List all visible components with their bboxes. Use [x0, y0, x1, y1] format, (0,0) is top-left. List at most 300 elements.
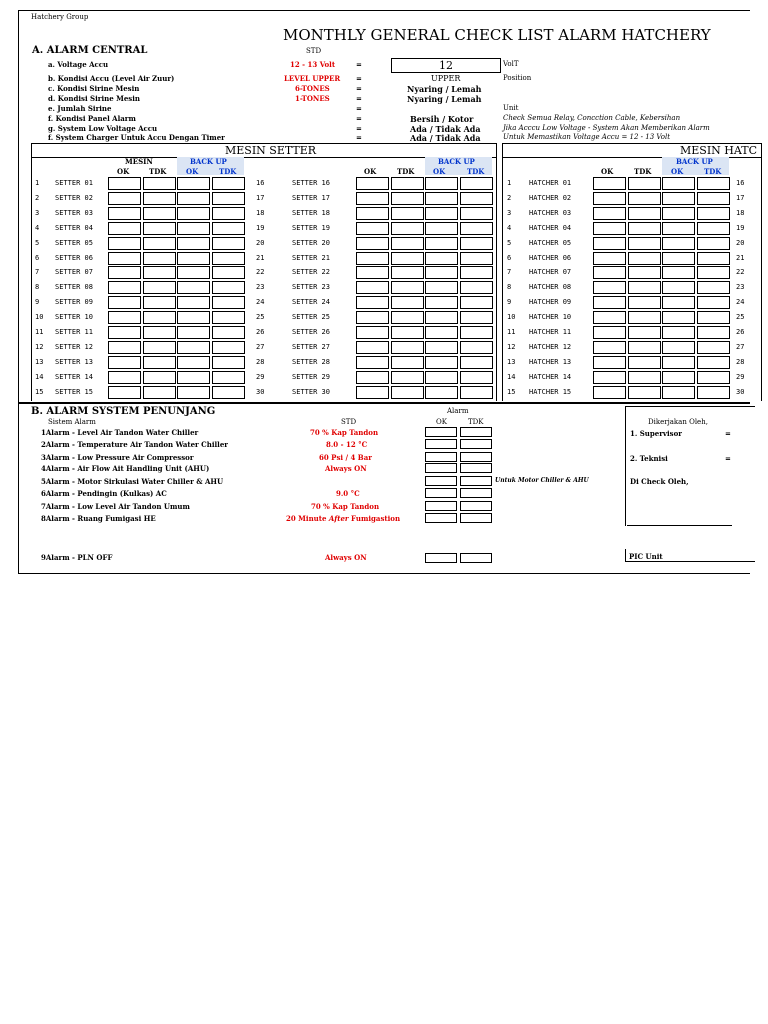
hatcher-number-right: 19 [736, 224, 745, 232]
hatcher-checkbox[interactable] [662, 386, 695, 399]
setter-checkbox[interactable] [143, 222, 176, 235]
setter-checkbox[interactable] [460, 356, 493, 369]
section-b-ok-checkbox[interactable] [425, 488, 457, 498]
setter-number: 8 [35, 283, 40, 291]
hatcher-checkbox[interactable] [593, 326, 626, 339]
hatcher-checkbox[interactable] [697, 177, 730, 190]
setter-ok-header: OK [117, 167, 130, 176]
setter-checkbox[interactable] [108, 281, 141, 294]
hatcher-checkbox[interactable] [662, 356, 695, 369]
setter-checkbox[interactable] [177, 252, 210, 265]
setter-checkbox[interactable] [108, 371, 141, 384]
setter-checkbox[interactable] [212, 296, 245, 309]
hatcher-checkbox[interactable] [697, 371, 730, 384]
hatcher-checkbox[interactable] [628, 326, 661, 339]
setter-checkbox[interactable] [425, 326, 458, 339]
section-b-tdk-checkbox[interactable] [460, 501, 492, 511]
hatcher-checkbox[interactable] [662, 252, 695, 265]
hatcher-number-right: 28 [736, 358, 745, 366]
setter-checkbox[interactable] [460, 341, 493, 354]
setter-checkbox[interactable] [460, 296, 493, 309]
section-b-row-label [41, 464, 209, 473]
setter-checkbox[interactable] [356, 356, 389, 369]
setter-number: 10 [35, 313, 44, 321]
section-a-note: Position [503, 74, 532, 82]
section-b-row-number: 8 [41, 514, 46, 523]
setter-checkbox[interactable] [356, 266, 389, 279]
setter-checkbox[interactable] [143, 177, 176, 190]
setter-number: 1 [35, 179, 40, 187]
pln-std: Always ON [325, 553, 367, 562]
setter-checkbox[interactable] [425, 252, 458, 265]
setter-checkbox[interactable] [143, 281, 176, 294]
hatcher-checkbox[interactable] [628, 207, 661, 220]
setter-checkbox[interactable] [460, 237, 493, 250]
setter-checkbox[interactable] [177, 192, 210, 205]
pln-ok-checkbox[interactable] [425, 553, 457, 563]
setter-checkbox[interactable] [108, 192, 141, 205]
section-a-std: 1-TONES [295, 94, 330, 103]
hatcher-name: HATCHER 10 [529, 313, 572, 321]
setter-checkbox[interactable] [460, 386, 493, 399]
hatcher-number-right: 17 [736, 194, 745, 202]
section-a-value: Ada / Tidak Ada [410, 133, 481, 143]
setter-checkbox[interactable] [391, 177, 424, 190]
setter2-backup-ok-header: OK [433, 167, 446, 176]
hatcher-name: HATCHER 15 [529, 388, 572, 396]
setter-checkbox[interactable] [391, 356, 424, 369]
section-b-sistem-label: Sistem Alarm [48, 418, 96, 426]
hatcher-checkbox[interactable] [697, 296, 730, 309]
setter-number: 17 [256, 194, 265, 202]
setter-checkbox[interactable] [425, 386, 458, 399]
section-b-tdk-checkbox[interactable] [460, 452, 492, 462]
setter-checkbox[interactable] [391, 341, 424, 354]
section-b-row-label [41, 489, 167, 498]
setter-name: SETTER 04 [55, 224, 93, 232]
section-b-ok-checkbox[interactable] [425, 452, 457, 462]
setter-backup-header: BACK UP [190, 157, 227, 166]
signoff-top-rule [625, 406, 755, 407]
hatcher-backup-header: BACK UP [676, 157, 713, 166]
hatcher-number-right: 16 [736, 179, 745, 187]
hatcher-checkbox[interactable] [662, 281, 695, 294]
setter-checkbox[interactable] [356, 281, 389, 294]
hatcher-checkbox[interactable] [593, 192, 626, 205]
setter-checkbox[interactable] [391, 386, 424, 399]
setter-number: 11 [35, 328, 44, 336]
setter-checkbox[interactable] [143, 207, 176, 220]
hatcher-checkbox[interactable] [697, 266, 730, 279]
setter-checkbox[interactable] [177, 266, 210, 279]
setter-number: 12 [35, 343, 44, 351]
hatcher-checkbox[interactable] [697, 341, 730, 354]
hatcher-checkbox[interactable] [593, 237, 626, 250]
section-b-tdk-checkbox[interactable] [460, 427, 492, 437]
hatcher-number: 6 [507, 254, 512, 262]
setter-checkbox[interactable] [425, 311, 458, 324]
section-a-eq: = [356, 74, 362, 83]
setter-checkbox[interactable] [425, 192, 458, 205]
section-a-eq: = [356, 104, 362, 113]
hatcher-checkbox[interactable] [593, 281, 626, 294]
hatcher-number: 12 [507, 343, 516, 351]
setter-checkbox[interactable] [108, 222, 141, 235]
setter-checkbox[interactable] [177, 237, 210, 250]
hatcher-number: 9 [507, 298, 512, 306]
setter-checkbox[interactable] [212, 207, 245, 220]
setter-name: SETTER 23 [292, 283, 330, 291]
section-a-label: b. Kondisi Accu (Level Air Zuur) [48, 74, 175, 83]
setter-checkbox[interactable] [108, 177, 141, 190]
setter-checkbox[interactable] [425, 222, 458, 235]
section-b-tdk-checkbox[interactable] [460, 513, 492, 523]
company-name: Hatchery Group [31, 13, 89, 21]
setter-checkbox[interactable] [391, 192, 424, 205]
hatcher-number: 14 [507, 373, 516, 381]
setter-checkbox[interactable] [391, 281, 424, 294]
setter-checkbox[interactable] [212, 386, 245, 399]
setter-number: 6 [35, 254, 40, 262]
setter-checkbox[interactable] [177, 177, 210, 190]
setter-checkbox[interactable] [425, 207, 458, 220]
setter-name: SETTER 11 [55, 328, 93, 336]
setter-number: 22 [256, 268, 265, 276]
section-b-ok-checkbox[interactable] [425, 501, 457, 511]
hatcher-checkbox[interactable] [697, 386, 730, 399]
section-a-value: Nyaring / Lemah [407, 84, 482, 94]
setter-checkbox[interactable] [212, 281, 245, 294]
setter-number: 18 [256, 209, 265, 217]
setter-checkbox[interactable] [143, 296, 176, 309]
setter-checkbox[interactable] [460, 326, 493, 339]
setter-checkbox[interactable] [108, 356, 141, 369]
setter-checkbox[interactable] [356, 237, 389, 250]
setter-checkbox[interactable] [177, 341, 210, 354]
setter-checkbox[interactable] [460, 192, 493, 205]
section-b-row-label [41, 440, 228, 449]
setter-name: SETTER 09 [55, 298, 93, 306]
setter-checkbox[interactable] [425, 177, 458, 190]
hatcher-checkbox[interactable] [628, 237, 661, 250]
setter-checkbox[interactable] [108, 237, 141, 250]
setter-name: SETTER 19 [292, 224, 330, 232]
section-b-ok-checkbox[interactable] [425, 513, 457, 523]
section-b-title: B. ALARM SYSTEM PENUNJANG [31, 406, 216, 417]
setter-checkbox[interactable] [108, 207, 141, 220]
hatcher-number-right: 23 [736, 283, 745, 291]
hatcher-checkbox[interactable] [662, 371, 695, 384]
setter-checkbox[interactable] [212, 311, 245, 324]
section-a-std: 12 - 13 Volt [290, 60, 336, 69]
hatcher-checkbox[interactable] [662, 296, 695, 309]
section-a-note: Unit [503, 104, 519, 112]
setter-checkbox[interactable] [177, 281, 210, 294]
hatcher-checkbox[interactable] [662, 192, 695, 205]
setter-checkbox[interactable] [391, 237, 424, 250]
hatcher-checkbox[interactable] [628, 177, 661, 190]
setter-checkbox[interactable] [108, 386, 141, 399]
setter-checkbox[interactable] [212, 252, 245, 265]
setter-checkbox[interactable] [143, 252, 176, 265]
setter-checkbox[interactable] [143, 326, 176, 339]
setter-checkbox[interactable] [391, 222, 424, 235]
hatcher-checkbox[interactable] [628, 192, 661, 205]
hatcher-name: HATCHER 05 [529, 239, 572, 247]
setter-checkbox[interactable] [425, 237, 458, 250]
hatcher-checkbox[interactable] [628, 252, 661, 265]
setter-checkbox[interactable] [425, 281, 458, 294]
hatcher-checkbox[interactable] [662, 222, 695, 235]
setter-checkbox[interactable] [143, 266, 176, 279]
setter-checkbox[interactable] [391, 207, 424, 220]
hatcher-checkbox[interactable] [662, 266, 695, 279]
hatcher-checkbox[interactable] [593, 222, 626, 235]
hatcher-checkbox[interactable] [697, 192, 730, 205]
hatcher-checkbox[interactable] [697, 281, 730, 294]
section-b-ok-checkbox[interactable] [425, 476, 457, 486]
section-a-label: f. Kondisi Panel Alarm [48, 114, 136, 123]
setter-checkbox[interactable] [391, 326, 424, 339]
section-a-label: a. Voltage Accu [48, 60, 109, 69]
hatcher-checkbox[interactable] [593, 311, 626, 324]
setter-number: 25 [256, 313, 265, 321]
setter-checkbox[interactable] [177, 296, 210, 309]
hatcher-number: 3 [507, 209, 512, 217]
section-b-row-label [41, 502, 190, 511]
setter-checkbox[interactable] [212, 237, 245, 250]
teknisi-label: 2. Teknisi [630, 454, 668, 463]
hatcher-checkbox[interactable] [697, 252, 730, 265]
section-b-row-std: 8.0 - 12 °C [326, 440, 368, 449]
setter-name: SETTER 18 [292, 209, 330, 217]
setter-checkbox[interactable] [212, 266, 245, 279]
setter-checkbox[interactable] [356, 311, 389, 324]
setter-checkbox[interactable] [391, 371, 424, 384]
section-a-note: Jika Acccu Low Voltage - System Akan Memberikan Alarm [503, 124, 710, 132]
setter-number: 24 [256, 298, 265, 306]
setter-checkbox[interactable] [460, 371, 493, 384]
setter-checkbox[interactable] [212, 192, 245, 205]
setter2-ok-header: OK [364, 167, 377, 176]
section-b-row-text: Alarm - Low Level Air Tandon Umum [45, 502, 190, 511]
setter-checkbox[interactable] [143, 371, 176, 384]
hatcher-checkbox[interactable] [593, 371, 626, 384]
hatcher-checkbox[interactable] [628, 386, 661, 399]
hatcher-checkbox[interactable] [662, 326, 695, 339]
hatcher-name: HATCHER 12 [529, 343, 572, 351]
setter-checkbox[interactable] [356, 192, 389, 205]
setter-number: 30 [256, 388, 265, 396]
setter-checkbox[interactable] [391, 266, 424, 279]
setter-checkbox[interactable] [425, 371, 458, 384]
setter-checkbox[interactable] [177, 371, 210, 384]
setter-checkbox[interactable] [356, 222, 389, 235]
setter-checkbox[interactable] [460, 222, 493, 235]
setter-checkbox[interactable] [356, 207, 389, 220]
setter-checkbox[interactable] [212, 341, 245, 354]
hatcher-name: HATCHER 11 [529, 328, 572, 336]
setter-checkbox[interactable] [108, 296, 141, 309]
setter-checkbox[interactable] [460, 207, 493, 220]
hatcher-checkbox[interactable] [628, 266, 661, 279]
setter-checkbox[interactable] [143, 237, 176, 250]
setter-name: SETTER 07 [55, 268, 93, 276]
setter-checkbox[interactable] [108, 311, 141, 324]
section-b-tdk-checkbox[interactable] [460, 488, 492, 498]
setter-checkbox[interactable] [425, 341, 458, 354]
section-b-row-text: Alarm - Ruang Fumigasi HE [45, 514, 156, 523]
setter-checkbox[interactable] [108, 266, 141, 279]
section-b-row-number: 6 [41, 489, 46, 498]
hatcher-checkbox[interactable] [628, 341, 661, 354]
setter-checkbox[interactable] [391, 311, 424, 324]
setter-checkbox[interactable] [460, 177, 493, 190]
section-b-ok-checkbox[interactable] [425, 463, 457, 473]
setter-checkbox[interactable] [356, 296, 389, 309]
setter-name: SETTER 17 [292, 194, 330, 202]
setter-checkbox[interactable] [177, 311, 210, 324]
section-b-tdk-checkbox[interactable] [460, 463, 492, 473]
voltage-value-box[interactable] [391, 58, 501, 73]
frame-bottom [18, 573, 750, 574]
signoff-left-rule [625, 406, 626, 526]
std-part-b: After [328, 514, 349, 523]
setter-checkbox[interactable] [391, 296, 424, 309]
hatcher-checkbox[interactable] [593, 356, 626, 369]
section-b-row-std: 70 % Kap Tandon [311, 502, 380, 511]
setter-checkbox[interactable] [212, 177, 245, 190]
hatcher-number: 10 [507, 313, 516, 321]
setter-checkbox[interactable] [356, 252, 389, 265]
section-b-tdk-checkbox[interactable] [460, 476, 492, 486]
hatcher-checkbox[interactable] [697, 326, 730, 339]
setter-number: 2 [35, 194, 40, 202]
hatcher-checkbox[interactable] [697, 207, 730, 220]
setter-checkbox[interactable] [460, 311, 493, 324]
hatcher-checkbox[interactable] [593, 207, 626, 220]
pic-label: PIC Unit [629, 552, 663, 561]
setter-checkbox[interactable] [356, 326, 389, 339]
hatcher-checkbox[interactable] [628, 371, 661, 384]
section-b-row-number: 4 [41, 464, 46, 473]
section-a-eq: = [356, 94, 362, 103]
hatcher-checkbox[interactable] [628, 222, 661, 235]
setter-checkbox[interactable] [356, 386, 389, 399]
hatcher-checkbox[interactable] [593, 252, 626, 265]
section-divider [18, 402, 750, 404]
hatcher-checkbox[interactable] [628, 281, 661, 294]
hatcher-checkbox[interactable] [662, 237, 695, 250]
setter-checkbox[interactable] [143, 356, 176, 369]
setter-checkbox[interactable] [177, 356, 210, 369]
setter-checkbox[interactable] [460, 266, 493, 279]
setter-number: 9 [35, 298, 40, 306]
section-b-row-number: 3 [41, 453, 46, 462]
setter-checkbox[interactable] [460, 252, 493, 265]
hatcher-checkbox[interactable] [628, 311, 661, 324]
section-a-note: Untuk Memastikan Voltage Accu = 12 - 13 Volt [503, 133, 671, 141]
setter-name: SETTER 16 [292, 179, 330, 187]
hatcher-checkbox[interactable] [628, 296, 661, 309]
hatcher-number-right: 27 [736, 343, 745, 351]
section-b-row-note: Untuk Motor Chiller & AHU [495, 477, 589, 484]
setter2-backup-tdk-header: TDK [467, 167, 485, 176]
setter-checkbox[interactable] [177, 386, 210, 399]
setter-number: 19 [256, 224, 265, 232]
setter-name: SETTER 05 [55, 239, 93, 247]
hatcher-checkbox[interactable] [697, 222, 730, 235]
hatcher-checkbox[interactable] [697, 237, 730, 250]
hatcher-number: 15 [507, 388, 516, 396]
hatcher-number-right: 21 [736, 254, 745, 262]
section-a-value: Ada / Tidak Ada [410, 124, 481, 134]
setter-checkbox[interactable] [143, 341, 176, 354]
hatcher-checkbox[interactable] [593, 341, 626, 354]
setter-checkbox[interactable] [356, 371, 389, 384]
setter-checkbox[interactable] [425, 296, 458, 309]
hatcher-checkbox[interactable] [697, 311, 730, 324]
setter-checkbox[interactable] [212, 356, 245, 369]
setter-checkbox[interactable] [212, 326, 245, 339]
setter-number: 29 [256, 373, 265, 381]
setter-checkbox[interactable] [108, 326, 141, 339]
setter-checkbox[interactable] [212, 222, 245, 235]
hatcher-checkbox[interactable] [662, 177, 695, 190]
setter-checkbox[interactable] [108, 341, 141, 354]
section-b-row-label [41, 428, 198, 437]
dikerjakan-label: Dikerjakan Oleh, [648, 418, 708, 426]
setter-checkbox[interactable] [356, 177, 389, 190]
setter-checkbox[interactable] [143, 386, 176, 399]
setter-checkbox[interactable] [108, 252, 141, 265]
section-b-tdk-checkbox[interactable] [460, 439, 492, 449]
hatcher-checkbox[interactable] [662, 207, 695, 220]
hatcher-number: 1 [507, 179, 512, 187]
setter-name: SETTER 25 [292, 313, 330, 321]
hatcher-name: HATCHER 07 [529, 268, 572, 276]
setter-checkbox[interactable] [143, 311, 176, 324]
setter-checkbox[interactable] [177, 207, 210, 220]
pln-tdk-checkbox[interactable] [460, 553, 492, 563]
setter-checkbox[interactable] [143, 192, 176, 205]
setter-checkbox[interactable] [391, 252, 424, 265]
hatcher-checkbox[interactable] [593, 296, 626, 309]
hatcher-checkbox[interactable] [697, 356, 730, 369]
section-b-ok-checkbox[interactable] [425, 427, 457, 437]
setter-checkbox[interactable] [460, 281, 493, 294]
setter-checkbox[interactable] [356, 341, 389, 354]
hatcher-checkbox[interactable] [593, 266, 626, 279]
section-a-std: 6-TONES [295, 84, 330, 93]
setter-checkbox[interactable] [177, 222, 210, 235]
hatcher-checkbox[interactable] [662, 341, 695, 354]
hatcher-checkbox[interactable] [593, 177, 626, 190]
hatcher-checkbox[interactable] [628, 356, 661, 369]
voltage-value: 12 [439, 59, 453, 72]
hatcher-name: HATCHER 14 [529, 373, 572, 381]
setter-checkbox[interactable] [425, 266, 458, 279]
section-b-ok-checkbox[interactable] [425, 439, 457, 449]
section-b-row-number: 5 [41, 477, 46, 486]
setter-checkbox[interactable] [212, 371, 245, 384]
section-b-row-number: 2 [41, 440, 46, 449]
frame-left [18, 10, 19, 574]
hatcher-checkbox[interactable] [662, 311, 695, 324]
setter-checkbox[interactable] [177, 326, 210, 339]
setter-checkbox[interactable] [425, 356, 458, 369]
hatcher-checkbox[interactable] [593, 386, 626, 399]
